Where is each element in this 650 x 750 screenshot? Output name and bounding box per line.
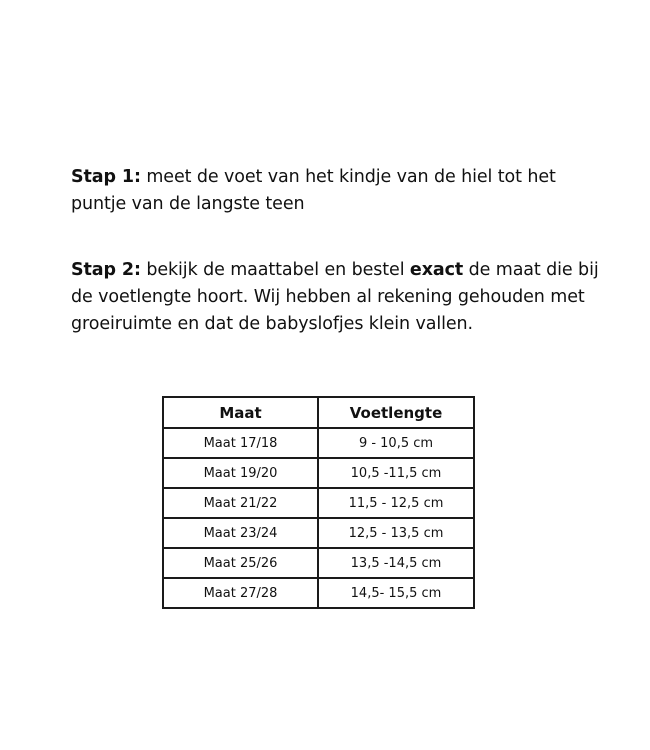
step-2-text-after: de maat die bij de voetlengte hoort. Wij hebben al rekening gehouden met groeiruimte en dat de babyslofjes klein vallen. <box>71 259 599 334</box>
step-1-paragraph <box>71 164 611 218</box>
size-cell: Maat 19/20 <box>163 458 318 488</box>
size-cell: Maat 23/24 <box>163 518 318 548</box>
step-1-text: meet de voet van het kindje van de hiel tot het puntje van de langste teen <box>71 166 556 214</box>
step-2-label: Stap 2: <box>71 259 141 280</box>
size-cell: Maat 25/26 <box>163 548 318 578</box>
table-row <box>163 578 474 608</box>
table-header-row <box>163 397 474 428</box>
size-cell: Maat 17/18 <box>163 428 318 458</box>
table-row <box>163 548 474 578</box>
length-cell: 10,5 -11,5 cm <box>318 458 474 488</box>
step-2-paragraph <box>71 257 611 338</box>
header-voetlengte: Voetlengte <box>318 397 474 428</box>
step-2-emphasis: exact <box>409 259 464 280</box>
table-row <box>163 518 474 548</box>
header-maat: Maat <box>163 397 318 428</box>
size-cell: Maat 21/22 <box>163 488 318 518</box>
length-cell: 9 - 10,5 cm <box>318 428 474 458</box>
size-table <box>162 396 475 609</box>
length-cell: 14,5- 15,5 cm <box>318 578 474 608</box>
length-cell: 11,5 - 12,5 cm <box>318 488 474 518</box>
table-row <box>163 458 474 488</box>
size-cell: Maat 27/28 <box>163 578 318 608</box>
table-row <box>163 428 474 458</box>
length-cell: 12,5 - 13,5 cm <box>318 518 474 548</box>
table-row <box>163 488 474 518</box>
step-2-text-before: bekijk de maattabel en bestel <box>140 259 410 280</box>
step-1-label: Stap 1: <box>71 166 141 187</box>
length-cell: 13,5 -14,5 cm <box>318 548 474 578</box>
